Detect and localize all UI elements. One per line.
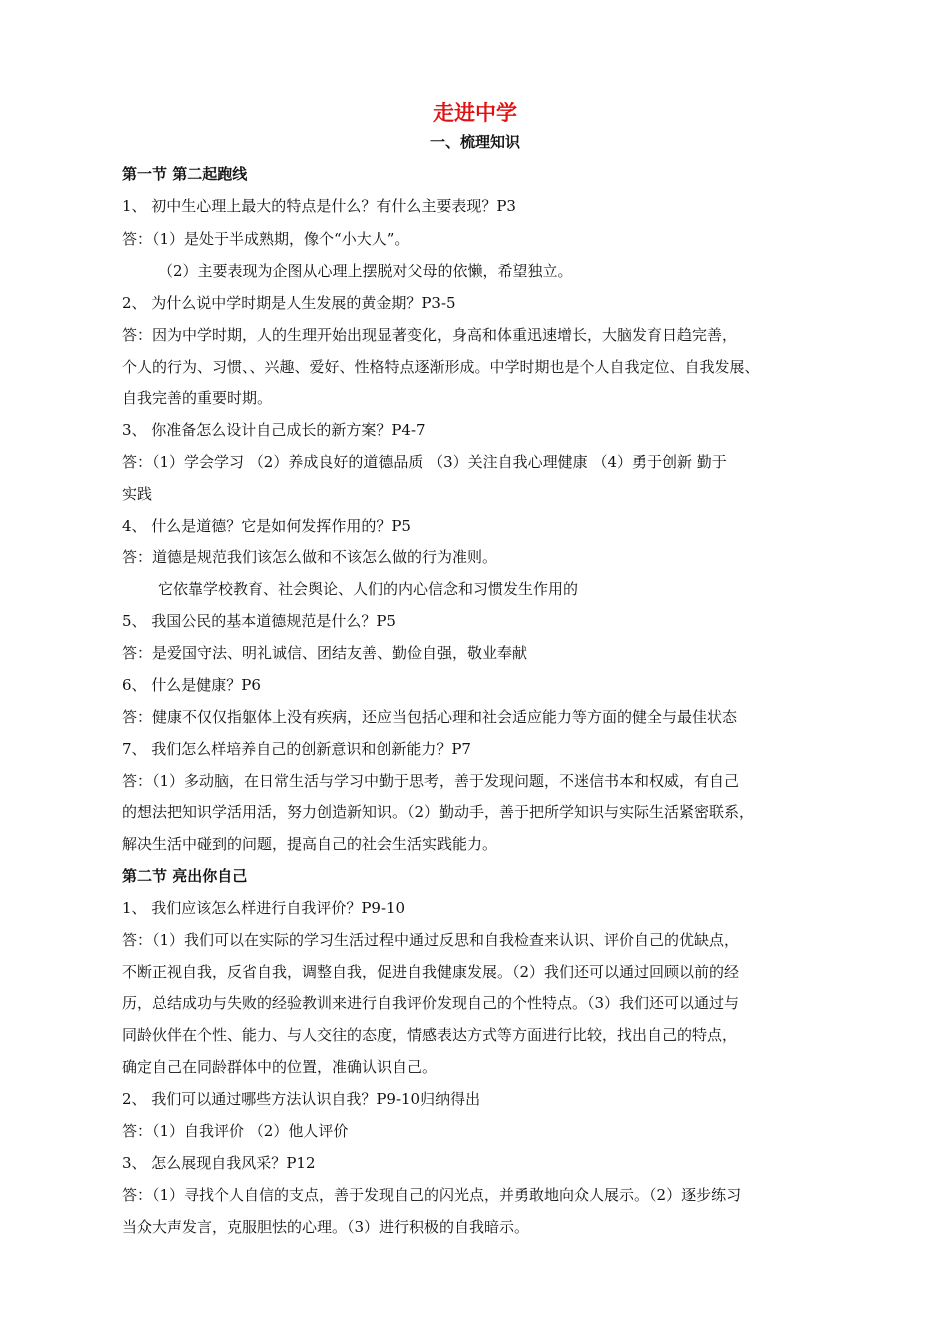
question-line: 3、 怎么展现自我风采？P12 [122,1154,316,1172]
answer-line: 确定自己在同龄群体中的位置，准确认识自己。 [122,1058,438,1076]
question-line: 2、 我们可以通过哪些方法认识自我？P9-10归纳得出 [122,1090,481,1108]
answer-line: 实践 [122,485,153,503]
answer-line: 解决生活中碰到的问题，提高自己的社会生活实践能力。 [122,835,498,853]
document-subtitle: 一、梳理知识 [429,133,520,151]
question-line: 4、 什么是道德？它是如何发挥作用的？P5 [122,517,411,535]
section-heading: 第一节 第二起跑线 [122,165,248,183]
question-line: 5、 我国公民的基本道德规范是什么？P5 [122,612,396,630]
answer-line: 答：（1）寻找个人自信的支点，善于发现自己的闪光点，并勇敢地向众人展示。（2）逐步练习 [122,1186,742,1204]
question-line: 6、 什么是健康？P6 [122,676,261,694]
question-line: 3、 你准备怎么设计自己成长的新方案？P4-7 [122,421,426,439]
document-title: 走进中学 [433,101,517,125]
answer-line: （2）主要表现为企图从心理上摆脱对父母的依懒，希望独立。 [158,262,573,280]
answer-line: 答：（1）多动脑，在日常生活与学习中勤于思考，善于发现问题，不迷信书本和权威，有自己 [122,772,740,790]
answer-line: 它依靠学校教育、社会舆论、人们的内心信念和习惯发生作用的 [158,580,579,598]
answer-line: 同龄伙伴在个性、能力、与人交往的态度，情感表达方式等方面进行比较，找出自己的特点， [122,1026,738,1044]
answer-line: 个人的行为、习惯、、兴趣、爱好、性格特点逐渐形成。中学时期也是个人自我定位、自我发展、 [122,358,760,376]
answer-line: 答：（1）我们可以在实际的学习生活过程中通过反思和自我检查来认识、评价自己的优缺点， [122,931,740,949]
answer-line: 答：因为中学时期，人的生理开始出现显著变化，身高和体重迅速增长，大脑发育日趋完善， [122,326,738,344]
answer-line: 答：道德是规范我们该怎么做和不该怎么做的行为准则。 [122,548,498,566]
answer-line: 的想法把知识学活用活，努力创造新知识。（2）勤动手，善于把所学知识与实际生活紧密联系， [122,803,755,821]
question-line: 1、 初中生心理上最大的特点是什么？有什么主要表现？P3 [122,197,516,215]
answer-line: 当众大声发言，克服胆怯的心理。（3）进行积极的自我暗示。 [122,1218,530,1236]
answer-line: 答：（1）自我评价 （2）他人评价 [122,1122,349,1140]
answer-line: 历，总结成功与失败的经验教训来进行自我评价发现自己的个性特点。（3）我们还可以通过与 [122,994,740,1012]
answer-line: 答：（1）是处于半成熟期，像个“小大人”。 [122,230,410,248]
question-line: 1、 我们应该怎么样进行自我评价？P9-10 [122,899,406,917]
answer-line: 答：是爱国守法、明礼诚信、团结友善、勤俭自强，敬业奉献 [122,644,528,662]
question-line: 7、 我们怎么样培养自己的创新意识和创新能力？P7 [122,740,471,758]
question-line: 2、 为什么说中学时期是人生发展的黄金期？P3-5 [122,294,456,312]
answer-line: 答：（1）学会学习 （2）养成良好的道德品质 （3）关注自我心理健康 （4）勇于创新 勤于 [122,453,727,471]
answer-line: 答：健康不仅仅指躯体上没有疾病，还应当包括心理和社会适应能力等方面的健全与最佳状态 [122,708,738,726]
section-heading: 第二节 亮出你自己 [122,867,248,885]
answer-line: 自我完善的重要时期。 [122,389,273,407]
answer-line: 不断正视自我，反省自我，调整自我，促进自我健康发展。（2）我们还可以通过回顾以前的经 [122,963,740,981]
